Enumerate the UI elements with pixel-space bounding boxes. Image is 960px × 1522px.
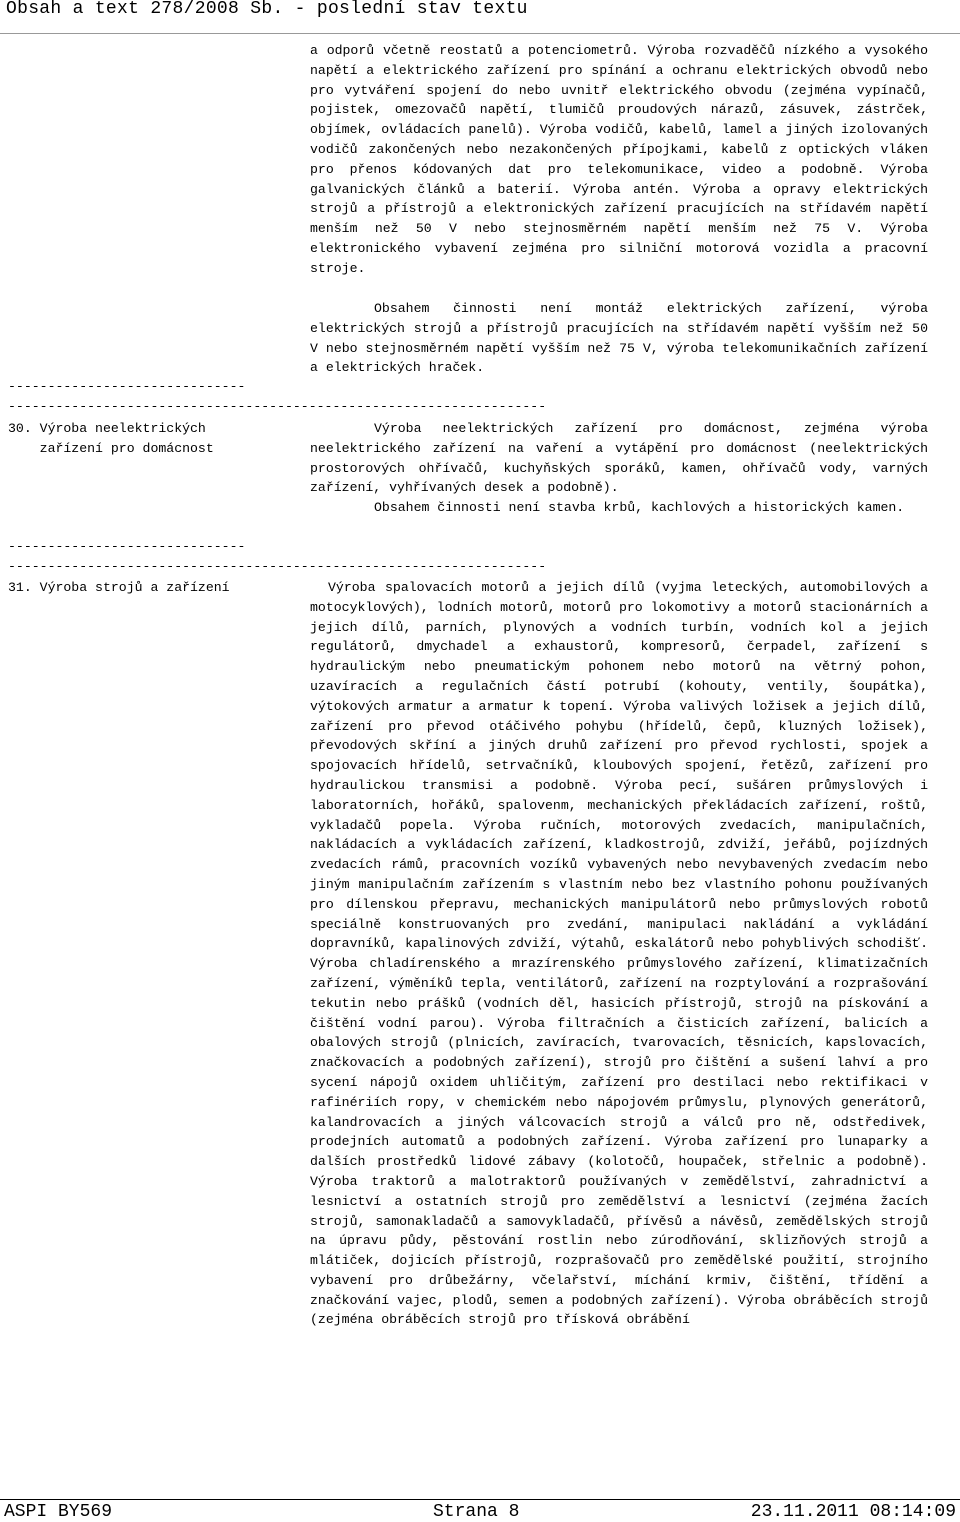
item-31-title: 31. Výroba strojů a zařízení	[8, 580, 230, 595]
separator-long: --------------------------------------------------------------------	[8, 562, 547, 572]
footer-document-id: ASPI BY569	[4, 1502, 113, 1522]
item-30-description: Výroba neelektrických zařízení pro domácnost, zejména výroba neelektrického zařízení na vaření a vytápění pro domácnost (neelektrických prostorových ohřívačů, kuchyňských sporáků, kamen, ohřívačů vody, varných zařízení, vyhřívaných desek a podobně).	[310, 421, 928, 496]
item-30-title: 30. Výroba neelektrických zařízení pro domácnost	[8, 421, 214, 456]
continued-paragraph: a odporů včetně reostatů a potenciometrů. Výroba rozvaděčů nízkého a vysokého napětí a elektrického zařízení pro spínání a ochranu elektrických obvodů nebo pro vytváření spojení do nebo uvnitř elektrického obvodu (zejména vypínačů, pojistek, omezovačů napětí, tlumičů proudových nárazů, zásuvek, zástrček, objímek, ovládacích panelů). Výroba vodičů, kabelů, lamel a jiných izolovaných vodičů zakončených nebo nezakončených přípojkami, kabelů z optických vláken pro přenos kódovaných dat pro telekomunikace, video a podobně. Výroba galvanických článků a baterií. Výroba antén. Výroba a opravy elektrických strojů a přístrojů a elektronických zařízení pracujících na střídavém napětí menším než 50 V nebo stejnosměrném napětí menším než 75 V. Výroba elektronického vybavení zejména pro silniční motorová vozidla a pracovní stroje.	[310, 43, 928, 276]
header-divider	[0, 33, 960, 34]
separator-long: --------------------------------------------------------------------	[8, 402, 547, 412]
page-title: Obsah a text 278/2008 Sb. - poslední stav textu	[6, 0, 528, 19]
item-30-exclusion: Obsahem činnosti není stavba krbů, kachlových a historických kamen.	[374, 500, 905, 515]
footer-timestamp: 23.11.2011 08:14:09	[750, 1502, 956, 1522]
separator-short: ------------------------------	[8, 382, 246, 392]
item-31-description: Výroba spalovacích motorů a jejich dílů (vyjma leteckých, automobilových a motocyklových), lodních motorů, motorů pro lokomotivy a motorů stacionárních a jejich dílů, parních, plynových a vodních turbín, vodních kol a jejich regulátorů, dmychadel a exhaustorů, kompresorů, čerpadel, zařízení s hydraulickým nebo pneumatickým pohonem nebo motorů na větrný pohon, uzavíracích a regulačních částí potrubí (kohouty, ventily, šoupátka), výtokových armatur a armatur k topení. Výroba valivých ložisek a jejich dílů, zařízení pro převod otáčivého pohybu (hřídelů, čepů, kluzných ložisek), převodových skříní a jiných druhů zařízení pro převod rychlosti, spojek a spojovacích hřídelů, setrvačníků, kloubových spojení, řetězů, zařízení pro hydraulickou transmisi a podobně. Výroba pecí, sušáren průmyslových i laboratorních, hořáků, spalovenm, mechanických překládacích zařízení, roštů, vykladačů popela. Výroba ručních, motorových zvedacích, manipulačních, nakládacích a vykládacích zařízení, kladkostrojů, zdviží, jeřábů, pojízdných zvedacích rámů, pracovních vozíků vybavených nebo nevybavených zvedacím nebo jiným manipulačním zařízením s vlastním nebo bez vlastního pohonu používaných pro dílenskou přepravu, mechanických manipulátorů nebo průmyslových robotů speciálně konstruovaných pro zvedání, manipulaci nakládání a vykládání dopravníků, kapalinových zdviží, výtahů, eskalátorů nebo pohyblivých schodišť. Výroba chladírenského a mrazírenského průmyslového zařízení, klimatizačních zařízení, výměníků tepla, ventilátorů, zařízení na rozptylování a rozprašování tekutin nebo prášků (vodních děl, hasicích přístrojů, strojů na pískování a čištění vodní parou). Výroba filtračních a čisticích zařízení, balicích a obalových strojů (plnicích, zavíracích, tvarovacích, těsnicích, kapslovacích, značkovacích a podobných zařízení), strojů pro čištění a sušení lahví a pro sycení nápojů oxidem uhličitým, zařízení pro destilaci nebo rektifikaci v rafinériích ropy, v chemickém nebo nápojovém průmyslu, plynových generátorů, kalandrovacích a jiných válcovacích strojů a válců pro ně, odstředivek, prodejních automatů a podobných zařízení. Výroba zařízení pro lunaparky a dalších prostředků lidové zábavy (kolotočů, houpaček, střelnic a podobně). Výroba traktorů a malotraktorů používaných v zemědělství, zahradnictví a lesnictví a ostatních strojů pro zemědělství a lesnictví (zejména žacích strojů, samonakladačů a samovykladačů, přívěsů a návěsů, zemědělských strojů na úpravu půdy, pěstování rostlin nebo zúrodňování, sklizňových strojů a mlátiček, dojicích přístrojů, rozprašovačů pro zemědělské použití, strojního vybavení pro drůbežárny, včelařství, míchání krmiv, čištění, třídění a značkování vajec, plodů, semen a podobných zařízení). Výroba obráběcích strojů (zejména obráběcích strojů pro třísková obrábění	[310, 580, 928, 1328]
separator-short: ------------------------------	[8, 542, 246, 552]
footer-page-number: Strana 8	[433, 1502, 520, 1522]
continued-exclusion-paragraph: Obsahem činnosti není montáž elektrických zařízení, výroba elektrických strojů a přístrojů pracujících na střídavém napětí vyšším než 50 V nebo stejnosměrném napětí vyšším než 75 V, výroba telekomunikačních zařízení a elektrických hraček.	[310, 301, 928, 376]
footer-divider	[0, 1499, 960, 1500]
